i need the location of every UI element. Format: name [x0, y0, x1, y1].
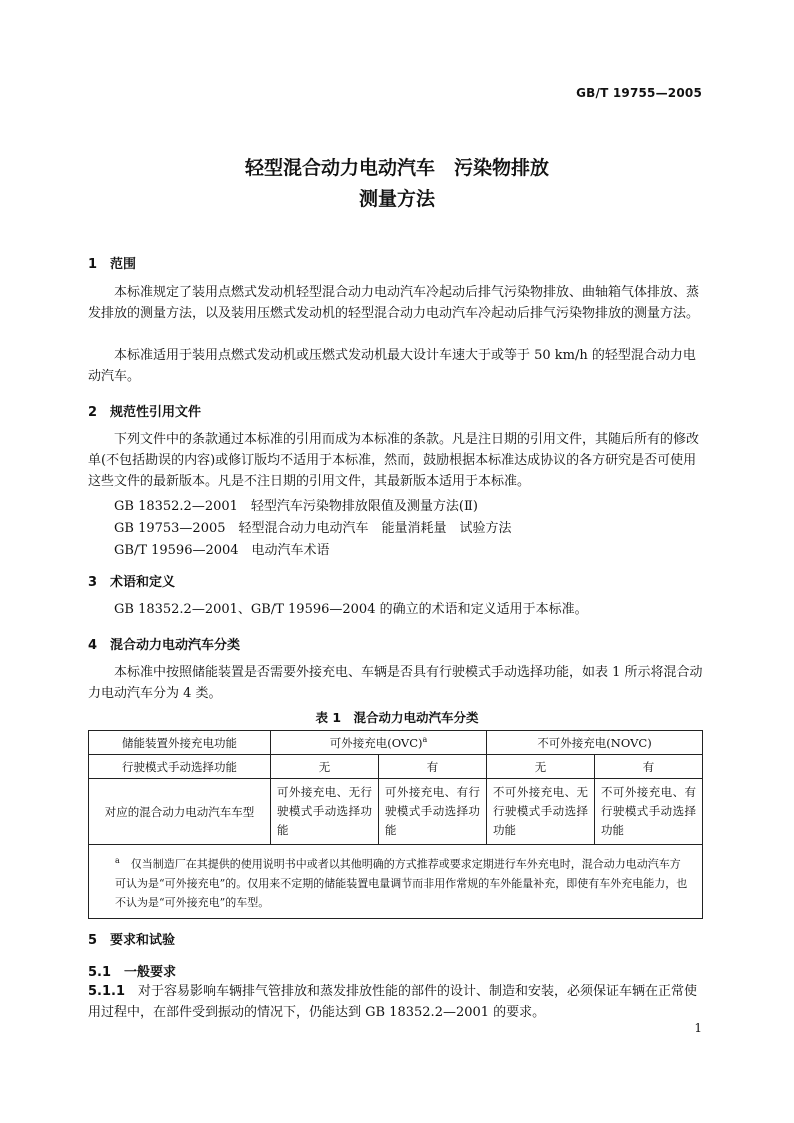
section-2-heading: 2 规范性引用文件 — [88, 405, 202, 420]
table-footnote: $^a$ 仅当制造厂在其提供的使用说明书中或者以其他明确的方式推荐或要求定期进行车外充电时，混合动力电动汽车方可认为是“可外接充电”的。仅用来不定期的储能装置电量调节而非用作常规的车外能量补充，即使有车外充电能力，也不认为是“可外接充电”的车型。 — [89, 845, 703, 919]
document-title-line2: 测量方法 — [358, 188, 435, 210]
section-3-heading: 3 术语和定义 — [88, 575, 176, 590]
table-caption: 表 1 混合动力电动汽车分类 — [315, 710, 479, 725]
row-label-mode-selection: 行驶模式手动选择功能 — [89, 755, 271, 779]
section-1-heading: 1 范围 — [88, 257, 137, 272]
table-cell: 可外接充电、无行驶模式手动选择功能 — [271, 779, 379, 845]
reference-item: GB/T 19596—2004 电动汽车术语 — [114, 543, 330, 558]
table-cell: 可外接充电、有行驶模式手动选择功能 — [379, 779, 487, 845]
section-1-paragraph-1: 本标准规定了装用点燃式发动机轻型混合动力电动汽车冷起动后排气污染物排放、曲轴箱气体排放、蒸发排放的测量方法，以及装用压燃式发动机的轻型混合动力电动汽车冷起动后排气污染物排放的测量方法。 — [88, 285, 700, 321]
section-2-paragraph: 下列文件中的条款通过本标准的引用而成为本标准的条款。凡是注日期的引用文件，其随后所有的修改单(不包括勘误的内容)或修订版均不适用于本标准，然而，鼓励根据本标准达成协议的各方研究是否可使用这些文件的最新版本。凡是不注日期的引用文件，其最新版本适用于本标准。 — [88, 432, 700, 489]
page-number: 1 — [694, 1021, 702, 1035]
reference-item: GB 19753—2005 轻型混合动力电动汽车 能量消耗量 试验方法 — [114, 521, 512, 536]
table-row — [89, 731, 703, 755]
section-4-paragraph: 本标准中按照储能装置是否需要外接充电、车辆是否具有行驶模式手动选择功能，如表 1 所示将混合动力电动汽车分为 4 类。 — [88, 665, 703, 701]
footnote-mark: a — [115, 856, 120, 865]
table-row — [89, 845, 703, 919]
header-novc: 不可外接充电(NOVC) — [487, 731, 703, 755]
section-1-paragraph-2: 本标准适用于装用点燃式发动机或压燃式发动机最大设计车速大于或等于 50 km/h 的轻型混合动力电动汽车。 — [88, 348, 696, 384]
header-ovc: 可外接充电(OVC)$^a$ — [271, 731, 487, 755]
row-label-vehicle-type: 对应的混合动力电动汽车车型 — [89, 779, 271, 845]
table-cell: 不可外接充电、无行驶模式手动选择功能 — [487, 779, 595, 845]
section-5-heading: 5 要求和试验 — [88, 933, 176, 948]
table-row — [89, 755, 703, 779]
table-cell: 有 — [595, 755, 703, 779]
document-title: 轻型混合动力电动汽车 污染物排放 — [244, 157, 549, 179]
table-cell: 无 — [487, 755, 595, 779]
classification-table — [88, 730, 703, 919]
table-row — [89, 779, 703, 845]
standard-number: GB/T 19755—2005 — [576, 86, 702, 100]
section-5-1-heading: 5.1 一般要求 — [88, 965, 177, 980]
clause-number: 5.1.1 — [88, 984, 126, 999]
table-cell: 不可外接充电、有行驶模式手动选择功能 — [595, 779, 703, 845]
section-3-paragraph: GB 18352.2—2001、GB/T 19596—2004 的确立的术语和定义适用于本标准。 — [114, 602, 588, 617]
reference-item: GB 18352.2—2001 轻型汽车污染物排放限值及测量方法(Ⅱ) — [114, 499, 478, 514]
footnote-mark: a — [422, 734, 428, 744]
row-label-ovc-function: 储能装置外接充电功能 — [89, 731, 271, 755]
table-cell: 无 — [271, 755, 379, 779]
section-4-heading: 4 混合动力电动汽车分类 — [88, 638, 241, 653]
table-cell: 有 — [379, 755, 487, 779]
clause-5-1-1: 5.1.1 对于容易影响车辆排气管排放和蒸发排放性能的部件的设计、制造和安装，必须保证车辆在正常使用过程中，在部件受到振动的情况下，仍能达到 GB 18352.2—2001 的要求。 — [88, 984, 698, 1020]
